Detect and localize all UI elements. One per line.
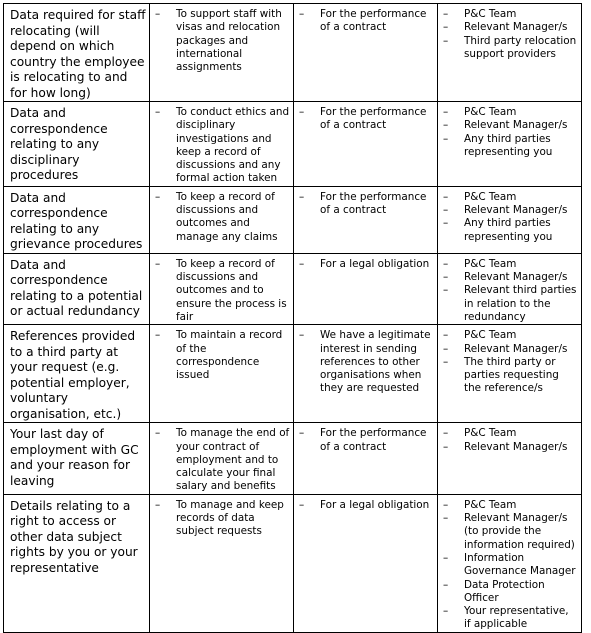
recipient-text: P&C Team <box>464 257 517 270</box>
purpose-cell <box>150 4 294 102</box>
recipient-text: P&C Team <box>464 329 517 342</box>
bullet-dash: – <box>443 106 449 118</box>
bullet-dash: – <box>443 8 449 20</box>
purpose-text: To manage and keep records of data subject requests <box>176 498 284 538</box>
data-category-cell: References provided to a third party at your request (e.g. potential employer, voluntary organisation, etc.) <box>4 325 150 423</box>
recipient-text: Any third parties representing you <box>464 132 553 158</box>
recipient-text: P&C Team <box>464 427 517 440</box>
list-item <box>155 258 290 324</box>
list-item <box>443 35 578 62</box>
purpose-list <box>150 495 293 539</box>
bullet-dash: – <box>443 204 449 217</box>
list-item <box>443 217 578 244</box>
table-body <box>4 4 582 633</box>
list-item <box>443 441 578 454</box>
bullet-dash: – <box>155 8 161 20</box>
data-category-cell: Your last day of employment with GC and your reason for leaving <box>4 423 150 494</box>
bullet-dash: – <box>443 271 449 284</box>
bullet-dash: – <box>299 106 305 118</box>
bullet-dash: – <box>443 551 449 564</box>
purpose-cell <box>150 325 294 423</box>
recipient-text: P&C Team <box>464 190 517 203</box>
recipient-list <box>438 187 581 244</box>
bullet-dash: – <box>443 34 449 47</box>
list-item <box>155 191 290 244</box>
legal-basis-list <box>294 325 437 395</box>
list-item <box>443 552 578 579</box>
list-item <box>443 512 578 552</box>
recipient-cell <box>438 325 582 423</box>
purpose-text: To keep a record of discussions and outcomes and manage any claims <box>176 190 278 243</box>
purpose-list <box>150 102 293 186</box>
legal-basis-cell <box>294 423 438 494</box>
recipient-text: Any third parties representing you <box>464 217 553 243</box>
bullet-dash: – <box>443 355 449 368</box>
purpose-text: To conduct ethics and disciplinary investigations and keep a record of discussions and any formal action taken <box>176 106 290 185</box>
bullet-dash: – <box>155 190 161 203</box>
list-item <box>443 605 578 632</box>
bullet-dash: – <box>443 578 449 591</box>
purpose-text: To support staff with visas and relocation packages and international assignments <box>176 8 282 74</box>
legal-basis-text: For the performance of a contract <box>320 190 427 217</box>
purpose-text: To keep a record of discussions and outcomes and to ensure the process is fair <box>176 257 287 323</box>
legal-basis-cell <box>294 253 438 324</box>
bullet-dash: – <box>155 106 161 118</box>
list-item <box>299 106 434 133</box>
legal-basis-list <box>294 187 437 218</box>
table-row <box>4 4 582 102</box>
recipient-text: P&C Team <box>464 8 517 20</box>
list-item <box>299 499 434 512</box>
list-item <box>155 329 290 382</box>
legal-basis-text: We have a legitimate interest in sending references to other organisations when they are requested <box>320 329 431 395</box>
list-item <box>443 133 578 160</box>
table-row <box>4 186 582 253</box>
bullet-dash: – <box>443 427 449 440</box>
recipient-text: Information Governance Manager <box>464 551 576 578</box>
list-item <box>443 106 578 119</box>
recipient-list <box>438 495 581 632</box>
bullet-dash: – <box>443 284 449 297</box>
bullet-dash: – <box>443 498 449 511</box>
legal-basis-cell <box>294 494 438 632</box>
legal-basis-cell <box>294 102 438 187</box>
list-item <box>443 579 578 606</box>
legal-basis-text: For a legal obligation <box>320 498 430 511</box>
recipient-text: P&C Team <box>464 498 517 511</box>
data-category-cell: Data and correspondence relating to any grievance procedures <box>4 186 150 253</box>
recipient-cell <box>438 4 582 102</box>
recipient-cell <box>438 253 582 324</box>
legal-basis-text: For the performance of a contract <box>320 427 427 453</box>
list-item <box>155 427 290 493</box>
recipient-cell <box>438 423 582 494</box>
table-row <box>4 253 582 324</box>
list-item <box>443 21 578 34</box>
recipient-text: Relevant Manager/s <box>464 204 568 217</box>
list-item <box>443 427 578 440</box>
list-item <box>443 284 578 324</box>
recipient-text: Relevant Manager/s <box>464 342 568 355</box>
recipient-text: Data Protection Officer <box>464 578 545 604</box>
legal-basis-list <box>294 495 437 512</box>
legal-basis-list <box>294 423 437 454</box>
legal-basis-list <box>294 102 437 133</box>
legal-basis-cell <box>294 325 438 423</box>
legal-basis-text: For a legal obligation <box>320 257 430 270</box>
table-row <box>4 423 582 494</box>
bullet-dash: – <box>299 8 305 20</box>
data-category-cell: Data and correspondence relating to any disciplinary procedures <box>4 102 150 187</box>
recipient-cell <box>438 102 582 187</box>
bullet-dash: – <box>299 190 305 203</box>
legal-basis-text: For the performance of a contract <box>320 106 427 132</box>
recipient-cell <box>438 494 582 632</box>
purpose-text: To manage the end of your contract of employment and to calculate your final salary and benefits <box>176 427 290 493</box>
bullet-dash: – <box>443 440 449 453</box>
recipient-text: P&C Team <box>464 106 517 118</box>
bullet-dash: – <box>443 119 449 132</box>
legal-basis-list <box>294 4 437 35</box>
bullet-dash: – <box>443 257 449 270</box>
bullet-dash: – <box>299 329 305 342</box>
recipient-list <box>438 102 581 159</box>
bullet-dash: – <box>443 190 449 203</box>
purpose-list <box>150 254 293 324</box>
bullet-dash: – <box>299 427 305 440</box>
table-row <box>4 325 582 423</box>
recipient-text: Relevant Manager/s <box>464 21 568 34</box>
purpose-cell <box>150 253 294 324</box>
purpose-cell <box>150 423 294 494</box>
recipient-text: Relevant Manager/s (to provide the information required) <box>464 512 575 551</box>
bullet-dash: – <box>443 512 449 525</box>
data-category-cell: Details relating to a right to access or other data subject rights by you or your representative <box>4 494 150 632</box>
data-category-cell: Data required for staff relocating (will depend on which country the employee is relocating to and for how long) <box>4 4 150 102</box>
legal-basis-cell <box>294 4 438 102</box>
list-item <box>155 8 290 74</box>
table-row <box>4 102 582 187</box>
list-item <box>443 271 578 284</box>
bullet-dash: – <box>299 257 305 270</box>
list-item <box>299 258 434 271</box>
list-item <box>155 106 290 186</box>
data-category-cell: Data and correspondence relating to a potential or actual redundancy <box>4 253 150 324</box>
purpose-text: To maintain a record of the correspondence issued <box>176 329 283 382</box>
list-item <box>299 427 434 454</box>
legal-basis-text: For the performance of a contract <box>320 8 427 34</box>
bullet-dash: – <box>443 605 449 618</box>
bullet-dash: – <box>155 498 161 511</box>
purpose-cell <box>150 102 294 187</box>
list-item <box>155 499 290 539</box>
bullet-dash: – <box>299 498 305 511</box>
recipient-text: Relevant third parties in relation to the redundancy <box>464 284 577 323</box>
legal-basis-cell <box>294 186 438 253</box>
recipient-list <box>438 325 581 395</box>
list-item <box>299 8 434 35</box>
list-item <box>443 499 578 512</box>
table-row <box>4 494 582 632</box>
purpose-list <box>150 325 293 382</box>
bullet-dash: – <box>443 132 449 145</box>
recipient-text: Relevant Manager/s <box>464 271 568 284</box>
recipient-text: Relevant Manager/s <box>464 440 568 453</box>
data-processing-table <box>3 3 582 633</box>
recipient-cell <box>438 186 582 253</box>
recipient-text: Third party relocation support providers <box>464 34 577 60</box>
purpose-list <box>150 187 293 244</box>
list-item <box>443 258 578 271</box>
bullet-dash: – <box>155 257 161 270</box>
purpose-cell <box>150 186 294 253</box>
recipient-text: Your representative, if applicable <box>464 605 569 631</box>
list-item <box>443 329 578 342</box>
bullet-dash: – <box>443 21 449 34</box>
bullet-dash: – <box>155 427 161 440</box>
list-item <box>443 356 578 396</box>
legal-basis-list <box>294 254 437 271</box>
list-item <box>299 329 434 395</box>
bullet-dash: – <box>443 342 449 355</box>
list-item <box>443 8 578 21</box>
list-item <box>299 191 434 218</box>
recipient-list <box>438 4 581 61</box>
bullet-dash: – <box>443 217 449 230</box>
recipient-text: Relevant Manager/s <box>464 119 568 132</box>
purpose-list <box>150 4 293 74</box>
purpose-cell <box>150 494 294 632</box>
list-item <box>443 343 578 356</box>
purpose-list <box>150 423 293 493</box>
list-item <box>443 204 578 217</box>
recipient-list <box>438 423 581 454</box>
list-item <box>443 119 578 132</box>
bullet-dash: – <box>155 329 161 342</box>
bullet-dash: – <box>443 329 449 342</box>
recipient-text: The third party or parties requesting the reference/s <box>464 355 559 395</box>
recipient-list <box>438 254 581 324</box>
list-item <box>443 191 578 204</box>
